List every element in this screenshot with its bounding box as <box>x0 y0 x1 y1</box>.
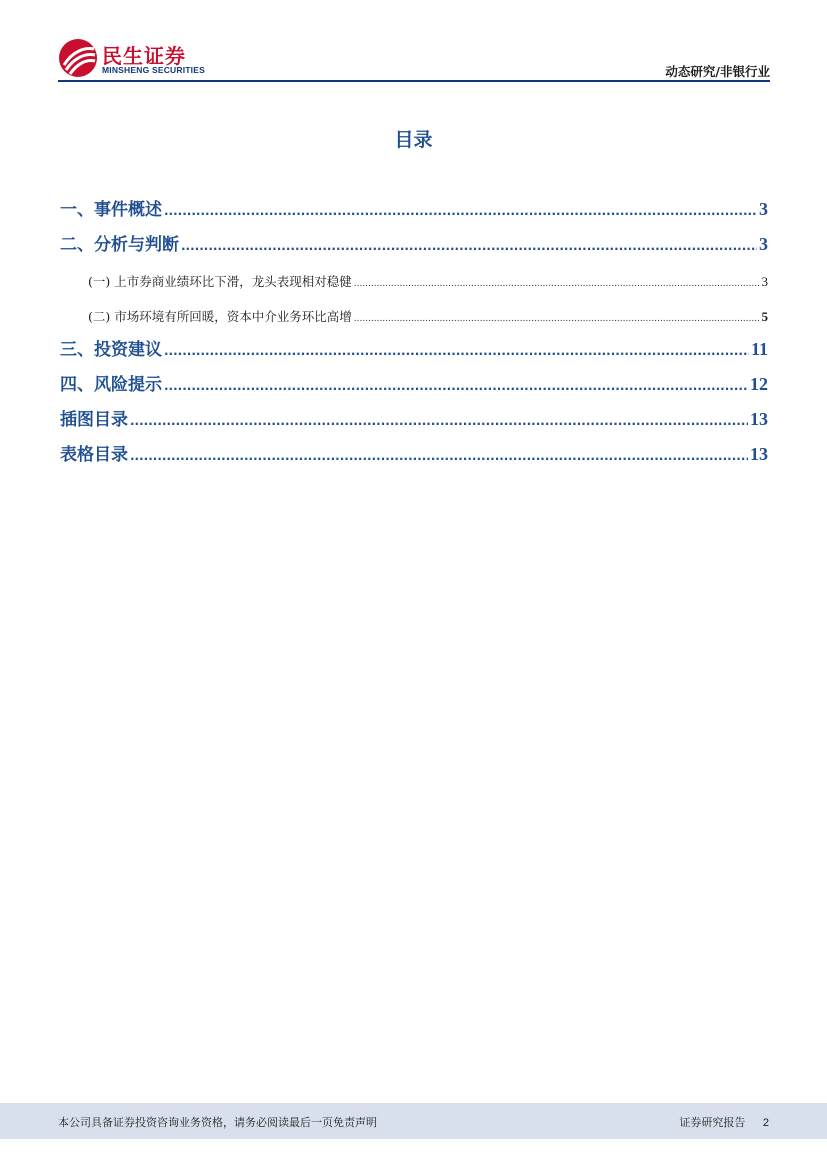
page-footer <box>0 1103 827 1139</box>
toc-entry-label: 表格目录 <box>60 445 128 465</box>
toc-subentry[interactable] <box>60 272 768 290</box>
toc-entry[interactable] <box>60 335 768 360</box>
footer-disclaimer: 本公司具备证券投资咨询业务资格，请务必阅读最后一页免责声明 <box>58 1116 377 1129</box>
toc-entry-label: 四、风险提示 <box>60 375 162 395</box>
toc-entry[interactable] <box>60 440 768 465</box>
toc-subentry[interactable] <box>60 307 768 325</box>
footer-right <box>679 1114 769 1130</box>
footer-doc-type: 证券研究报告 <box>679 1116 746 1129</box>
toc-entry-page: 12 <box>750 374 768 394</box>
toc-leader-dots <box>130 449 748 463</box>
toc-leader-dots <box>181 239 757 253</box>
toc-entry-page: 3 <box>759 199 768 219</box>
toc-entry[interactable] <box>60 230 768 255</box>
toc-entry-label: 三、投资建议 <box>60 340 162 360</box>
toc-entry[interactable] <box>60 370 768 395</box>
report-section-label: 动态研究/非银行业 <box>665 64 770 79</box>
company-logo <box>58 38 218 78</box>
toc-leader-dots <box>164 204 757 218</box>
toc-leader-dots <box>164 344 749 358</box>
footer-page-number: 2 <box>762 1117 769 1129</box>
toc-leader-dots <box>164 379 748 393</box>
toc-entry-page: 3 <box>761 274 768 289</box>
page-header <box>58 38 770 80</box>
minsheng-logo-icon <box>58 38 98 78</box>
toc-entry-label: (一) 上市券商业绩环比下滑，龙头表现相对稳健 <box>88 274 352 289</box>
toc-leader-dots <box>130 414 748 428</box>
toc-entry[interactable] <box>60 195 768 220</box>
toc-entry-page: 5 <box>761 309 768 324</box>
toc-entry-page: 13 <box>750 409 768 429</box>
toc-leader-dots <box>354 279 760 289</box>
logo-english-name: MINSHENG SECURITIES <box>102 65 205 75</box>
toc-leader-dots <box>354 314 760 324</box>
toc-entry-label: 插图目录 <box>60 410 128 430</box>
toc-entry-label: 二、分析与判断 <box>60 235 179 255</box>
toc-entry-page: 11 <box>750 339 768 359</box>
toc-entry[interactable] <box>60 405 768 430</box>
header-divider <box>58 80 770 82</box>
toc-entry-page: 3 <box>759 234 768 254</box>
toc-title: 目录 <box>394 129 433 151</box>
toc-entry-page: 13 <box>750 444 768 464</box>
toc-entry-label: 一、事件概述 <box>60 200 162 220</box>
logo-chinese-name: 民生证券 <box>102 44 186 68</box>
toc-entry-label: (二) 市场环境有所回暖，资本中介业务环比高增 <box>88 309 352 324</box>
